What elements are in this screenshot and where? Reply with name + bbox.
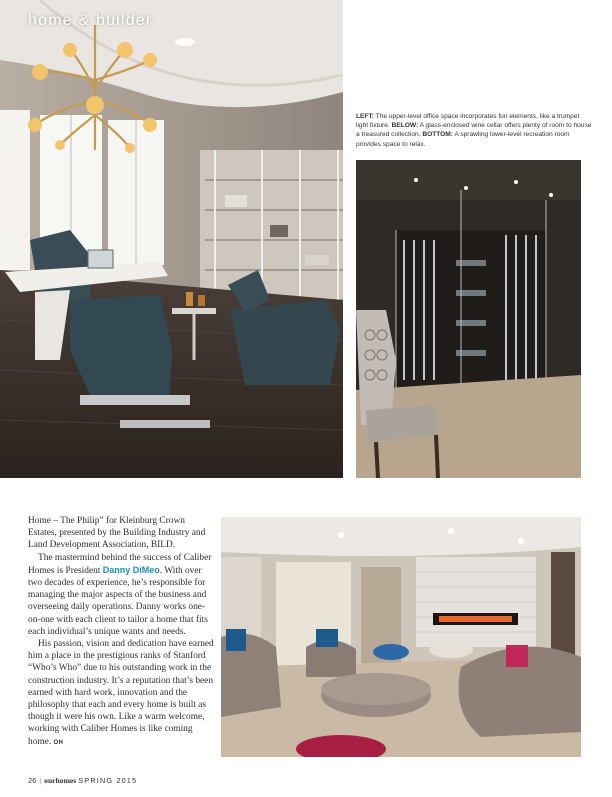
caption-bottom-text: A sprawling lower-level recreation room provides space to relax. xyxy=(356,131,570,148)
article-body xyxy=(28,515,214,749)
caption-left-label: LEFT: xyxy=(356,113,374,120)
footer-separator: | xyxy=(39,776,42,785)
caption-below-text: A glass-enclosed wine cellar offers plenty of room to house a treasured collection. xyxy=(356,122,592,139)
article-paragraph-1: Home – The Philip” for Kleinburg Crown Estates, presented by the Building Industry and Land Development Association, BILD. xyxy=(28,516,206,551)
caption-bottom-label: BOTTOM: xyxy=(422,131,453,139)
person-name-highlight: Danny DiMeo xyxy=(102,564,160,575)
article-p2-before: The mastermind behind the success of Caliber Homes is President xyxy=(28,552,212,576)
caption-below-label: BELOW: xyxy=(391,122,419,130)
office-photo xyxy=(0,0,343,478)
article-paragraph-3 xyxy=(28,638,214,749)
article-p2-after: . With over two decades of experience, he’s responsible for managing the major aspects of the business and overseeing daily operations. Danny works one-on-one with each client to tailor a home that fits each individual’s unique wants and needs. xyxy=(28,565,208,637)
wine-cellar-photo xyxy=(356,160,581,478)
end-mark: OH xyxy=(53,739,64,746)
article-paragraph-2 xyxy=(28,552,214,638)
recreation-room-photo xyxy=(221,517,581,757)
issue-season: SPRING 2015 xyxy=(78,776,138,785)
page-footer xyxy=(28,776,137,785)
page-number: 26 xyxy=(28,776,37,785)
section-heading: home & builder xyxy=(28,12,153,29)
magazine-name: ourhomes xyxy=(44,776,77,785)
caption-left-text: The upper-level office space incorporates fun elements, like a trumpet light fixture. xyxy=(356,113,580,130)
photo-caption xyxy=(356,112,592,149)
article-p3-text: His passion, vision and dedication have earned him a place in the prestigious ranks of Stanford “Who’s Who” due to his outstanding work in the construction industry. It’s a reputation that’s been earned with hard work, innovation and the philosophy that each and every home is built as though it were his own. Like a warm welcome, working with Caliber Homes is like coming home. xyxy=(28,639,214,747)
